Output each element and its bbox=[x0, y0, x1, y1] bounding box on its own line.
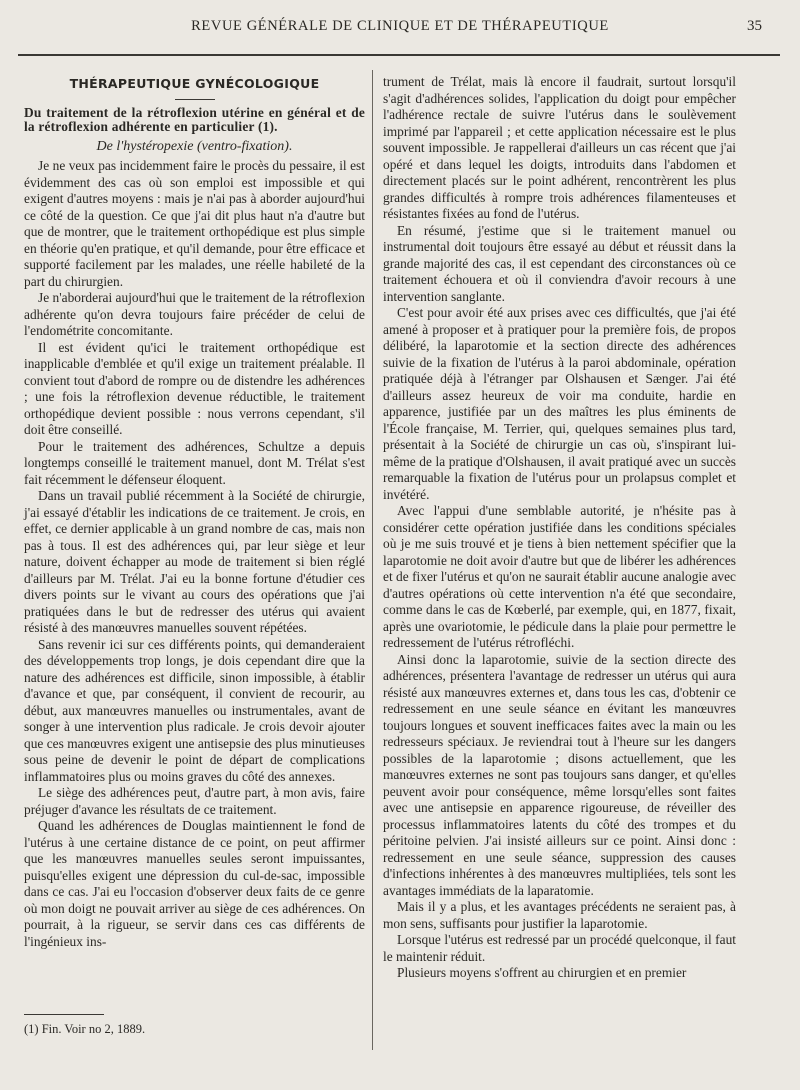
paragraph: Je ne veux pas incidemment faire le procès du pessaire, il est évidemment des cas où son emploi est impossible et qui exigent d'autres moyens : mais je n'ai pas à aborder aujourd'hui ce côté de la question. Ce que j'ai dit plus haut n'a d'autre but que de montrer, que le traitement orthopédique est plus simple en théorie qu'en pratique, et qu'il demande, pour être efficace et supporté facilement par les malades, une réelle habileté de la part du chirurgien. bbox=[24, 158, 365, 289]
paragraph: En résumé, j'estime que si le traitement manuel ou instrumental doit toujours être essayé au début et réussit dans la grande majorité des cas, il est cependant des circonstances où ce traitement échouera et où il conviendra d'avoir recours à une intervention sanglante. bbox=[383, 222, 736, 304]
running-title: REVUE GÉNÉRALE DE CLINIQUE ET DE THÉRAPEUTIQUE bbox=[191, 18, 609, 34]
paragraph: Pour le traitement des adhérences, Schultze a depuis longtemps conseillé le traitement manuel, dont M. Trélat s'est fait récemment le défenseur éloquent. bbox=[24, 438, 365, 487]
running-header bbox=[0, 14, 800, 40]
paragraph: Sans revenir ici sur ces différents points, qui demanderaient des développements trop longs, je dois cependant dire que la nature des adhérences est difficile, sinon impossible, à établir d'avance et que, par conséquent, il convient de recourir, au début, aux manœuvres manuelles ou instrumentales, avant de songer à une intervention plus radicale. Je crois devoir ajouter que ces manœuvres exigent une antisepsie des plus minutieuses sous peine de devenir le point de départ de complications inflammatoires plus ou moins graves du côté des annexes. bbox=[24, 636, 365, 784]
paragraph: Dans un travail publié récemment à la Société de chirurgie, j'ai essayé d'établir les indications de ce traitement. Je crois, en effet, ce dernier applicable à un grand nombre de cas, mais non pas à tous. Il est des adhérences qui, par leur siège et leur nature, doivent échapper au mode de traitement si bien réglé d'ailleurs par M. Trélat. J'ai eu la bonne fortune d'étudier ces divers points sur le vivant au cours des opérations que j'ai pratiquées dans le but de redresser des utérus qui avaient résisté à des manœuvres manuelles souvent répétées. bbox=[24, 488, 365, 635]
paragraph: Avec l'appui d'une semblable autorité, je n'hésite pas à considérer cette opération justifiée dans les conditions spéciales où je me suis trouvé et je tiens à bien nettement spécifier que la laparotomie ne doit avoir d'autre but que de libérer les adhérences et de fixer l'utérus et qu'on ne saurait établir aucune analogie avec d'autres opérations où cette intervention n'a été que secondaire, comme dans le cas de Kœberlé, par exemple, qui, en 1877, fixait, après une ovariotomie, le pédicule dans la plaie pour permettre le redressement de l'utérus rétrofléchi. bbox=[383, 503, 736, 650]
paragraph: Le siège des adhérences peut, d'autre part, à mon avis, faire préjuger d'avance les résultats de ce traitement. bbox=[24, 785, 365, 817]
article-title-text: Du traitement de la rétroflexion utérine en général et de la rétroflexion adhérente en particulier bbox=[24, 104, 365, 134]
paragraph: Mais il y a plus, et les avantages précédents ne seraient pas, à mon sens, suffisants pour justifier la laparotomie. bbox=[383, 899, 736, 931]
paragraph: Ainsi donc la laparotomie, suivie de la section directe des adhérences, présentera l'avantage de redresser un utérus qui aura résisté aux manœuvres externes et, dans tous les cas, d'obtenir ce redressement en une seule séance en évitant les manœuvres toujours longues et souvent inefficaces faites avec la main ou les redresseurs spéciaux. Je reviendrai tout à l'heure sur les dangers possibles de la laparotomie ; disons actuellement, que les manœuvres externes ne sont pas toujours sans danger, et qu'elles peuvent avoir pour conséquence, même lorsqu'elles sont faites avec une antisepsie en apparence rigoureuse, de réveiller des processus inflammatoires latents du côté des trompes et du péritoine pelvien. J'ai insisté ailleurs sur ce point. Ainsi donc : redressement en une seule séance, suppression des causes d'infections inhérentes à des manœuvres multipliées, tels sont les avantages immédiats de la laparatomie. bbox=[383, 651, 736, 898]
left-column bbox=[24, 74, 365, 950]
paragraph: Je n'aborderai aujourd'hui que le traitement de la rétroflexion adhérente qu'on devra toujours faire précéder de celui de l'endométrite concomitante. bbox=[24, 290, 365, 338]
page-number: 35 bbox=[747, 18, 762, 34]
title-note: (1). bbox=[257, 119, 278, 134]
column-divider bbox=[372, 70, 373, 1050]
paragraph-continued: trument de Trélat, mais là encore il faudrait, surtout lorsqu'il s'agit d'adhérences solides, l'application du doigt pour empêcher l'adhérence rectale de suivre l'utérus dans le soulèvement imprimé par l'appareil ; et cette application nécessaire est le plus souvent impossible. Je rappellerai d'ailleurs un cas récent que j'ai opéré et dans lequel les doigts, introduits dans l'abdomen et directement placés sur le point adhérent, rencontrèrent les plus grandes difficultés à rompre trois adhérences filamenteuses et résistantes fixées au fond de l'utérus. bbox=[383, 74, 736, 221]
header-rule bbox=[18, 54, 780, 56]
right-column bbox=[383, 74, 736, 982]
article-subtitle: De l'hystéropexie (ventro-fixation). bbox=[96, 138, 293, 154]
article-title bbox=[24, 106, 365, 135]
paragraph: Plusieurs moyens s'offrent au chirurgien et en premier bbox=[397, 965, 687, 980]
section-title: THÉRAPEUTIQUE GYNÉCOLOGIQUE bbox=[69, 76, 320, 91]
paragraph: Quand les adhérences de Douglas maintiennent le fond de l'utérus à une certaine distance de ce point, on peut affirmer que les manœuvres manuelles seules seront impuissantes, puisqu'elles exigent une dépression du cul-de-sac, impossible dans ce cas. J'ai eu l'occasion d'observer deux faits de ce genre où mon doigt ne pouvait arriver au siège de ces adhérences. On pourrait, à la rigueur, se servir dans ces cas différents de l'ingénieux ins- bbox=[24, 818, 365, 949]
paragraph: Il est évident qu'ici le traitement orthopédique est inapplicable d'emblée et qu'il exige un traitement préalable. Il convient tout d'abord de rompre ou de distendre les adhérences ; une fois la rétroflexion devenue réductible, le traitement orthopédique devient possible : nous verrons cependant, s'il doit être conseillé. bbox=[24, 339, 365, 437]
paragraph: C'est pour avoir été aux prises avec ces difficultés, que j'ai été amené à proposer et à pratiquer pour la première fois, de propos délibéré, la laparotomie et la section directe des adhérences suivie de la fixation de l'utérus à la paroi abdominale, opération pratiquée déjà à l'étranger par Olshausen et Sænger. J'ai été d'ailleurs assez heureux de voir ma conduite, hardie en apparence, justifiée par un des maîtres les plus éminents de l'École française, M. Terrier, qui, quelques semaines plus tard, présentait à la Société de chirurgie un cas où, s'inspirant lui-même de la pratique d'Olshausen, il avait pratiqué avec un succès remarquable la fixation de l'utérus pour un prolapsus complet et invétéré. bbox=[383, 305, 736, 502]
footnote: (1) Fin. Voir no 2, 1889. bbox=[24, 1022, 146, 1036]
paragraph: Lorsque l'utérus est redressé par un procédé quelconque, il faut le maintenir réduit. bbox=[383, 932, 736, 964]
footnote-rule bbox=[24, 1014, 104, 1015]
title-rule bbox=[175, 99, 215, 100]
